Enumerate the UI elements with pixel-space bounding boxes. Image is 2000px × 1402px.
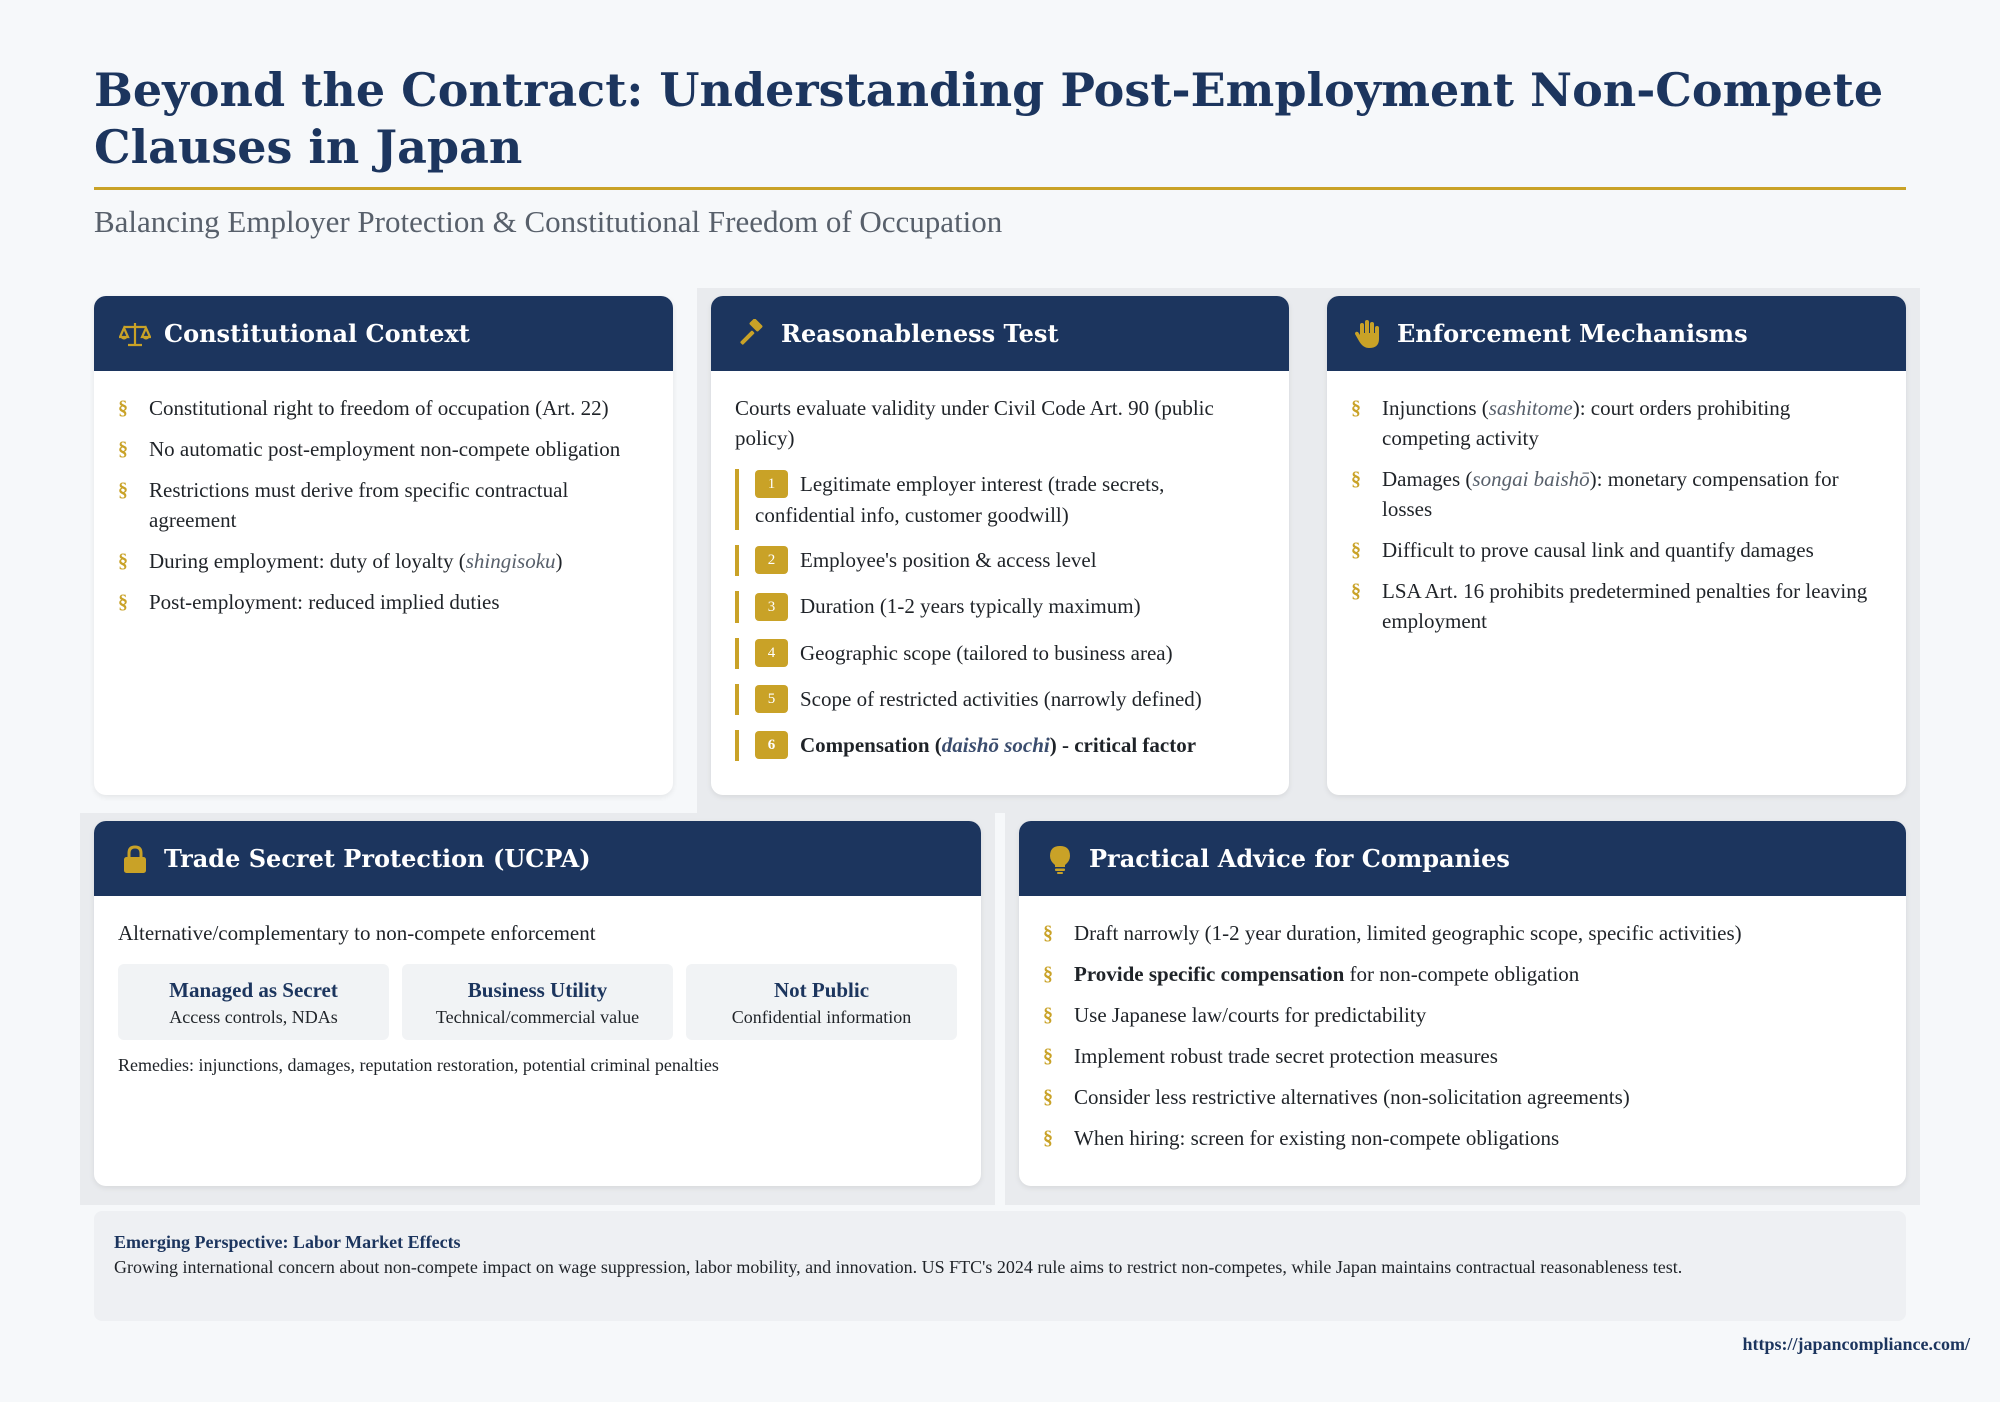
factor-item: 2 Employee's position & access level (735, 545, 1265, 576)
hand-icon (1351, 317, 1385, 351)
card-body (94, 371, 673, 617)
gavel-icon (735, 317, 769, 351)
perspective-text: Growing international concern about non-compete impact on wage suppression, labor mobility, and innovation. US FTC's 2024 rule aims to restrict non-competes, while Japan maintains contractual reasonableness test. (114, 1257, 1683, 1277)
trade-secret-requirements (118, 964, 957, 1040)
section-mark: § (118, 438, 128, 460)
card-title: Practical Advice for Companies (1089, 844, 1510, 873)
page-subtitle: Balancing Employer Protection & Constitutional Freedom of Occupation (94, 204, 1003, 239)
card-title: Trade Secret Protection (UCPA) (164, 844, 591, 873)
page-title: Beyond the Contract: Understanding Post-Employment Non-Compete Clauses in Japan (94, 63, 1884, 174)
constitutional-list (118, 393, 649, 617)
list-item: § When hiring: screen for existing non-compete obligations (1043, 1123, 1882, 1153)
list-item: § Constitutional right to freedom of occupation (Art. 22) (118, 393, 649, 423)
section-mark: § (1043, 1045, 1053, 1067)
list-item: § Use Japanese law/courts for predictability (1043, 1000, 1882, 1030)
section-mark: § (118, 550, 128, 572)
list-item: § Damages (songai baishō): monetary compensation for losses (1351, 464, 1882, 524)
section-mark: § (1043, 1127, 1053, 1149)
lock-icon (118, 842, 152, 876)
enforcement-list (1351, 393, 1882, 636)
section-mark: § (118, 479, 128, 501)
section-mark: § (1043, 963, 1053, 985)
requirement-box: Business Utility Technical/commercial value (402, 964, 673, 1040)
enforcement-mechanisms-card (1327, 296, 1906, 795)
factor-number: 3 (755, 593, 788, 621)
factor-number: 6 (755, 731, 788, 759)
card-header (1327, 296, 1906, 371)
factor-item: 3 Duration (1-2 years typically maximum) (735, 591, 1265, 622)
trade-secret-intro: Alternative/complementary to non-compete enforcement (118, 921, 596, 945)
practical-advice-card (1019, 821, 1906, 1186)
section-mark: § (1043, 1004, 1053, 1026)
factor-item: 1 Legitimate employer interest (trade secrets, confidential info, customer goodwill) (735, 469, 1265, 530)
emerging-perspective-box (94, 1211, 1906, 1321)
card-header (94, 296, 673, 371)
section-mark: § (1351, 539, 1361, 561)
section-mark: § (1351, 397, 1361, 419)
reasonableness-intro: Courts evaluate validity under Civil Code Art. 90 (public policy) (735, 396, 1214, 450)
section-mark: § (118, 397, 128, 419)
remedies-text: Remedies: injunctions, damages, reputation restoration, potential criminal penalties (118, 1055, 719, 1075)
factor-number: 5 (755, 685, 788, 713)
card-title: Enforcement Mechanisms (1397, 319, 1748, 348)
reasonableness-test-card (711, 296, 1289, 795)
card-body (711, 371, 1289, 761)
list-item: § Difficult to prove causal link and quantify damages (1351, 535, 1882, 565)
constitutional-context-card (94, 296, 673, 795)
section-mark: § (1351, 468, 1361, 490)
list-item: § Restrictions must derive from specific contractual agreement (118, 475, 649, 535)
section-mark: § (1351, 580, 1361, 602)
factor-item-critical: 6 Compensation (daishō sochi) - critical factor (735, 730, 1265, 761)
list-item: § Implement robust trade secret protection measures (1043, 1041, 1882, 1071)
list-item: § Consider less restrictive alternatives (non-solicitation agreements) (1043, 1082, 1882, 1112)
title-divider (94, 187, 1906, 190)
factor-number: 4 (755, 639, 788, 667)
list-item: § Post-employment: reduced implied duties (118, 587, 649, 617)
section-mark: § (118, 591, 128, 613)
scales-icon (118, 317, 152, 351)
card-body (1327, 371, 1906, 636)
requirement-box: Not Public Confidential information (686, 964, 957, 1040)
requirement-box: Managed as Secret Access controls, NDAs (118, 964, 389, 1040)
list-item: § During employment: duty of loyalty (shingisoku) (118, 546, 649, 576)
card-title: Constitutional Context (164, 319, 470, 348)
list-item: § LSA Art. 16 prohibits predetermined penalties for leaving employment (1351, 576, 1882, 636)
section-mark: § (1043, 1086, 1053, 1108)
list-item: § Draft narrowly (1-2 year duration, limited geographic scope, specific activities) (1043, 918, 1882, 948)
card-header (711, 296, 1289, 371)
list-item: § Provide specific compensation for non-compete obligation (1043, 959, 1882, 989)
list-item: § No automatic post-employment non-compete obligation (118, 434, 649, 464)
trade-secret-card (94, 821, 981, 1186)
card-body (94, 896, 981, 1078)
card-body (1019, 896, 1906, 1153)
card-header (1019, 821, 1906, 896)
advice-list (1043, 918, 1882, 1153)
factor-item: 5 Scope of restricted activities (narrowly defined) (735, 684, 1265, 715)
section-mark: § (1043, 922, 1053, 944)
list-item: § Injunctions (sashitome): court orders prohibiting competing activity (1351, 393, 1882, 453)
factor-item: 4 Geographic scope (tailored to business area) (735, 638, 1265, 669)
factor-number: 2 (755, 546, 788, 574)
card-title: Reasonableness Test (781, 319, 1059, 348)
footer-url-link[interactable]: https://japancompliance.com/ (1742, 1334, 1970, 1354)
perspective-title: Emerging Perspective: Labor Market Effects (114, 1232, 461, 1252)
card-header (94, 821, 981, 896)
lightbulb-icon (1043, 842, 1077, 876)
factor-number: 1 (755, 470, 788, 498)
